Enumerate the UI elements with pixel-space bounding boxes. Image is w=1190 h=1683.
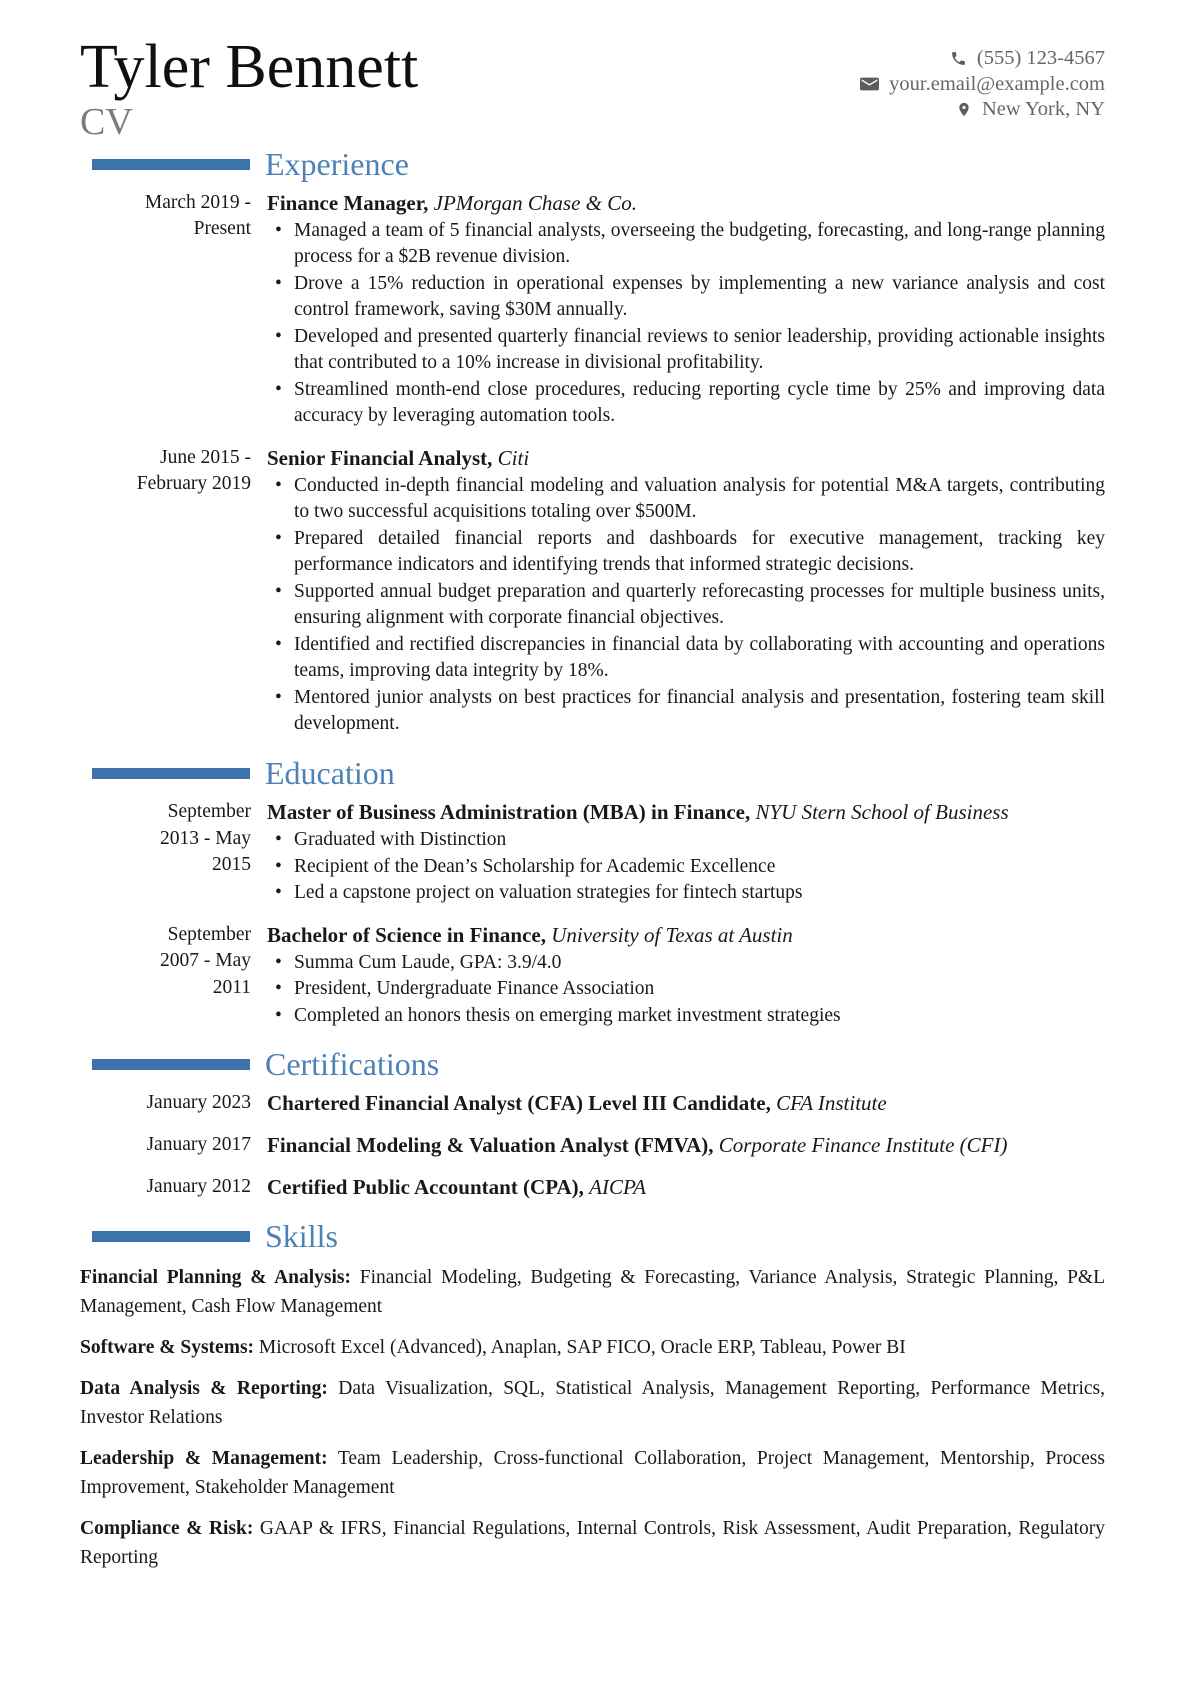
section-experience <box>80 147 1105 738</box>
entry-date: March 2019 - Present <box>144 191 251 240</box>
email-address[interactable]: your.email@example.com <box>889 72 1105 95</box>
contact-email[interactable] <box>860 72 1105 98</box>
skill-group <box>80 1333 1105 1362</box>
skill-group-label: Compliance & Risk: <box>80 1517 254 1539</box>
entry-title: Certified Public Accountant (CPA) <box>267 1175 579 1200</box>
skill-group <box>80 1374 1105 1432</box>
certification-entry <box>80 1090 1105 1117</box>
entry-organization: CFA Institute <box>776 1091 887 1116</box>
section-heading-experience <box>80 147 1105 182</box>
entry-title: Financial Modeling & Valuation Analyst (FMVA) <box>267 1133 709 1158</box>
section-certifications <box>80 1047 1105 1201</box>
entry-main <box>267 922 1105 1030</box>
entry-title: Chartered Financial Analyst (CFA) Level III Candidate <box>267 1091 766 1116</box>
bullet-item: • Recipient of the Dean’s Scholarship for Academic Excellence <box>267 854 1105 881</box>
title-separator: , <box>765 1091 771 1116</box>
skill-group-text: Team Leadership, Cross-functional Collaboration, Project Management, Mentorship, Process Improvement, Stakeholder Management <box>80 1447 1105 1498</box>
entry-organization: JPMorgan Chase & Co. <box>433 190 638 215</box>
skill-group-label: Software & Systems: <box>80 1336 255 1358</box>
entry-date: January 2023 <box>146 1092 251 1114</box>
skill-group-label: Leadership & Management: <box>80 1447 328 1469</box>
contact-phone <box>860 46 1105 72</box>
section-heading-education <box>80 756 1105 791</box>
entry-main <box>267 445 1105 738</box>
skill-group <box>80 1444 1105 1502</box>
section-accent-bar <box>92 1059 250 1070</box>
entry-title: Finance Manager <box>267 190 424 215</box>
certification-entry <box>80 1132 1105 1159</box>
header-identity <box>80 33 419 144</box>
title-separator: , <box>708 1133 714 1158</box>
entry-date: September 2007 - May 2011 <box>160 923 251 998</box>
bullet-item: • Prepared detailed financial reports and dashboards for executive management, tracking key performance indicators and identifying trends that informed strategic decisions. <box>267 526 1105 579</box>
skill-group <box>80 1514 1105 1572</box>
section-title: Certifications <box>265 1046 440 1083</box>
entry-title-line <box>267 922 1105 949</box>
section-title: Experience <box>265 145 409 182</box>
skill-group <box>80 1263 1105 1321</box>
bullet-item: • Drove a 15% reduction in operational expenses by implementing a new variance analysis and cost control framework, saving $30M annually. <box>267 271 1105 324</box>
bullet-item: • Mentored junior analysts on best practices for financial analysis and presentation, fostering team skill development. <box>267 685 1105 738</box>
section-accent-bar <box>92 768 250 779</box>
header <box>80 33 1105 144</box>
entry-organization: Citi <box>497 445 530 470</box>
entry-title-line <box>267 190 1105 217</box>
contact-location <box>860 97 1105 123</box>
experience-entry <box>80 190 1105 430</box>
bullet-item: • Developed and presented quarterly financial reviews to senior leadership, providing actionable insights that contributed to a 10% increase in divisional profitability. <box>267 324 1105 377</box>
title-separator: , <box>540 922 546 947</box>
education-entry <box>80 799 1105 907</box>
entry-title-line <box>267 1174 1105 1201</box>
skill-group-text: Data Visualization, SQL, Statistical Analysis, Management Reporting, Performance Metrics, Investor Relations <box>80 1377 1105 1428</box>
entry-title: Master of Business Administration (MBA) in Finance <box>267 800 745 825</box>
bullet-list <box>267 218 1105 430</box>
entry-title: Senior Financial Analyst <box>267 445 488 470</box>
title-separator: , <box>578 1175 584 1200</box>
entry-title-line <box>267 799 1105 826</box>
entry-date: June 2015 - February 2019 <box>136 446 251 495</box>
entry-main <box>267 799 1105 907</box>
section-title: Skills <box>265 1218 338 1255</box>
entry-date: September 2013 - May 2015 <box>160 801 251 876</box>
phone-number: (555) 123-4567 <box>976 47 1105 69</box>
bullet-item: • Managed a team of 5 financial analysts, overseeing the budgeting, forecasting, and long-range planning process for a $2B revenue division. <box>267 218 1105 271</box>
bullet-list <box>267 827 1105 907</box>
entry-organization: NYU Stern School of Business <box>755 800 1009 825</box>
bullet-item: • Supported annual budget preparation and quarterly reforecasting processes for multiple business units, ensuring alignment with corporate financial objectives. <box>267 579 1105 632</box>
bullet-item: • Graduated with Distinction <box>267 827 1105 854</box>
bullet-item: • President, Undergraduate Finance Association <box>267 976 1105 1003</box>
bullet-item: • Completed an honors thesis on emerging market investment strategies <box>267 1003 1105 1030</box>
section-title: Education <box>265 754 395 791</box>
location-pin-icon <box>956 100 972 119</box>
email-icon <box>860 76 879 92</box>
skill-group-label: Financial Planning & Analysis: <box>80 1266 352 1288</box>
phone-icon <box>950 50 967 67</box>
entry-title-line <box>267 1090 1105 1117</box>
skills-body <box>80 1263 1105 1572</box>
entry-date: January 2012 <box>146 1176 251 1198</box>
cv-subtitle: CV <box>80 101 133 144</box>
entry-main <box>267 1090 1105 1117</box>
entry-organization: Corporate Finance Institute (CFI) <box>718 1133 1008 1158</box>
bullet-list <box>267 473 1105 738</box>
bullet-item: • Summa Cum Laude, GPA: 3.9/4.0 <box>267 950 1105 977</box>
entry-title: Bachelor of Science in Finance <box>267 922 541 947</box>
entry-main <box>267 190 1105 430</box>
section-skills <box>80 1219 1105 1571</box>
section-heading-certifications <box>80 1047 1105 1082</box>
entry-main <box>267 1132 1105 1159</box>
bullet-item: • Streamlined month-end close procedures, reducing reporting cycle time by 25% and improving data accuracy by leveraging automation tools. <box>267 377 1105 430</box>
bullet-item: • Conducted in-depth financial modeling and valuation analysis for potential M&A targets, contributing to two successful acquisitions totaling over $500M. <box>267 473 1105 526</box>
section-accent-bar <box>92 159 250 170</box>
bullet-item: • Led a capstone project on valuation strategies for fintech startups <box>267 880 1105 907</box>
skill-group-text: Microsoft Excel (Advanced), Anaplan, SAP FICO, Oracle ERP, Tableau, Power BI <box>258 1336 906 1358</box>
certification-entry <box>80 1174 1105 1201</box>
title-separator: , <box>487 445 493 470</box>
experience-entry <box>80 445 1105 738</box>
entry-title-line <box>267 445 1105 472</box>
skill-group-text: GAAP & IFRS, Financial Regulations, Internal Controls, Risk Assessment, Audit Preparation, Regulatory Reporting <box>80 1517 1105 1568</box>
entry-date: January 2017 <box>146 1134 251 1156</box>
bullet-item: • Identified and rectified discrepancies in financial data by collaborating with accounting and operations teams, improving data integrity by 18%. <box>267 632 1105 685</box>
section-accent-bar <box>92 1231 250 1242</box>
section-education <box>80 756 1105 1029</box>
entry-title-line <box>267 1132 1105 1159</box>
entry-organization: AICPA <box>589 1175 646 1200</box>
title-separator: , <box>744 800 751 825</box>
skill-group-label: Data Analysis & Reporting: <box>80 1377 328 1399</box>
education-entry <box>80 922 1105 1030</box>
bullet-list <box>267 950 1105 1030</box>
contact-block <box>860 36 1105 123</box>
skill-group-text: Financial Modeling, Budgeting & Forecasting, Variance Analysis, Strategic Planning, P&L Management, Cash Flow Management <box>80 1266 1105 1317</box>
entry-main <box>267 1174 1105 1201</box>
location-text: New York, NY <box>981 98 1105 120</box>
person-name: Tyler Bennett <box>80 33 419 101</box>
section-heading-skills <box>80 1219 1105 1254</box>
entry-organization: University of Texas at Austin <box>551 922 793 947</box>
title-separator: , <box>423 190 429 215</box>
